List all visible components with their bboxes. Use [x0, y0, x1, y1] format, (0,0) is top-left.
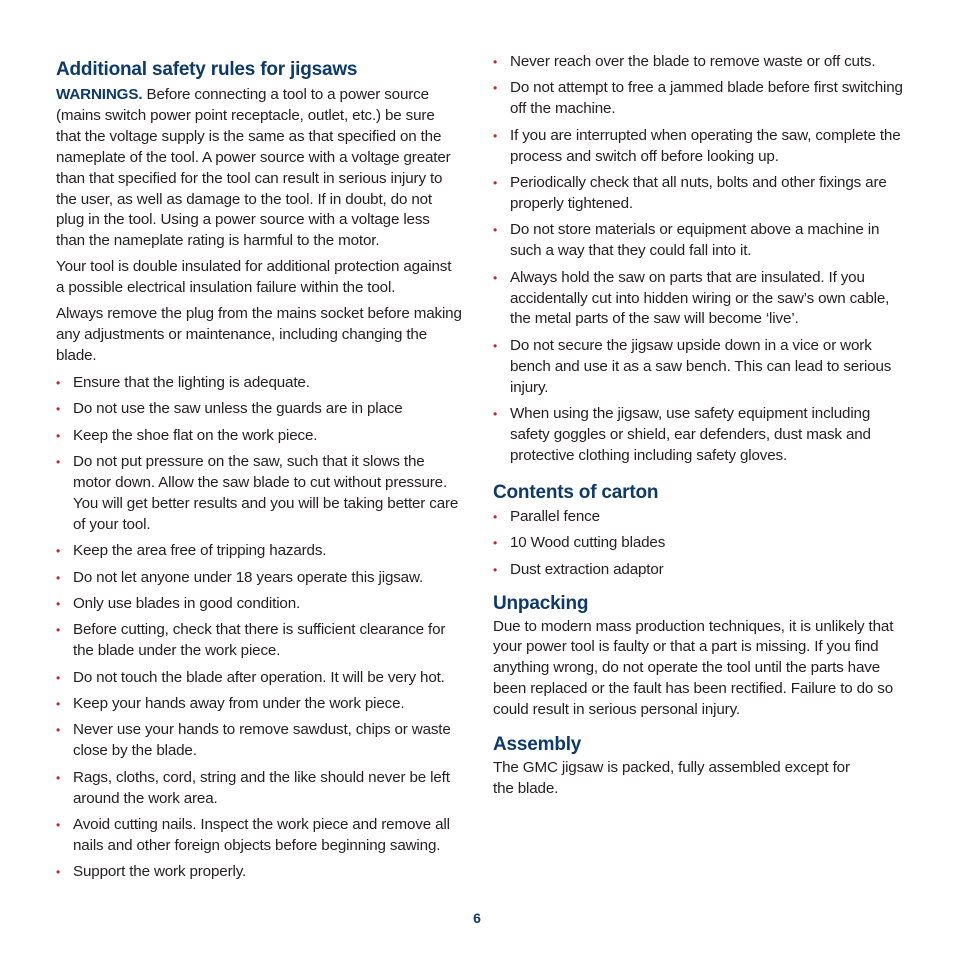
- bullet-icon: •: [56, 428, 61, 443]
- list-item: [56, 452, 462, 536]
- safety-rules-heading: Additional safety rules for jigsaws: [56, 59, 358, 80]
- list-item: [56, 426, 462, 447]
- contents-heading: Contents of carton: [493, 481, 659, 503]
- contents-list: [493, 507, 903, 581]
- unplug-paragraph: Always remove the plug from the mains socket before making any adjustments or maintenance, including changing the blade.: [56, 305, 462, 364]
- list-item-text: Dust extraction adaptor: [510, 560, 664, 578]
- bullet-icon: •: [493, 81, 498, 96]
- list-item-text: 10 Wood cutting blades: [510, 534, 666, 552]
- list-item-text: Ensure that the lighting is adequate.: [73, 373, 310, 391]
- list-item: [493, 404, 903, 467]
- bullet-icon: •: [56, 570, 61, 585]
- list-item-text: Rags, cloths, cord, string and the like should never be left around the work area.: [73, 768, 450, 807]
- insulation-paragraph: Your tool is double insulated for additional protection against a possible electrical insulation failure within the tool.: [56, 258, 452, 297]
- list-item-text: Never use your hands to remove sawdust, chips or waste close by the blade.: [73, 721, 451, 760]
- list-item: [493, 52, 903, 73]
- right-column: [493, 0, 903, 800]
- list-item-text: Parallel fence: [510, 507, 600, 525]
- bullet-icon: •: [56, 865, 61, 880]
- bullet-icon: •: [56, 596, 61, 611]
- list-item-text: Avoid cutting nails. Inspect the work piece and remove all nails and other foreign objects before beginning sawing.: [73, 816, 450, 854]
- bullet-icon: •: [56, 544, 61, 559]
- list-item-text: Always hold the saw on parts that are insulated. If you accidentally cut into hidden wiring or the saw’s own cable, the metal parts of the saw will become ‘live’.: [510, 268, 890, 328]
- list-item-text: Periodically check that all nuts, bolts and other fixings are properly tightened.: [510, 174, 887, 212]
- list-item: [493, 560, 903, 581]
- list-item: [56, 815, 462, 857]
- bullet-icon: •: [493, 223, 498, 238]
- unpacking-paragraph: Due to modern mass production techniques, it is unlikely that your power tool is faulty or that a part is missing. If you find anything wrong, do not operate the tool until the parts have been replaced or the fault has been rectified. Failure to do so could result in serious personal injury.: [493, 617, 894, 719]
- list-item: [56, 862, 462, 883]
- list-item-text: Keep your hands away from under the work piece.: [73, 695, 405, 713]
- bullet-icon: •: [493, 338, 498, 353]
- list-item-text: Do not use the saw unless the guards are in place: [73, 400, 403, 418]
- bullet-icon: •: [56, 818, 61, 833]
- list-item-text: Do not touch the blade after operation. It will be very hot.: [73, 668, 445, 686]
- list-item-text: Only use blades in good condition.: [73, 594, 301, 612]
- list-item: [56, 620, 462, 662]
- warning-label: WARNINGS.: [56, 86, 143, 103]
- list-item-text: When using the jigsaw, use safety equipment including safety goggles or shield, ear defenders, dust mask and protective clothing including safety gloves.: [510, 405, 871, 464]
- bullet-icon: •: [493, 407, 498, 422]
- warning-paragraph: [56, 85, 462, 252]
- bullet-icon: •: [56, 455, 61, 469]
- page-number: 6: [473, 910, 481, 926]
- list-item-text: Keep the shoe flat on the work piece.: [73, 426, 318, 444]
- bullet-icon: •: [493, 270, 498, 285]
- assembly-paragraph: The GMC jigsaw is packed, fully assembled except for the blade.: [493, 759, 850, 797]
- bullet-icon: •: [56, 697, 61, 712]
- bullet-icon: •: [56, 375, 61, 390]
- list-item: [493, 173, 903, 215]
- bullet-icon: •: [56, 723, 61, 738]
- list-item: [56, 694, 462, 715]
- list-item: [493, 220, 903, 262]
- bullet-icon: •: [56, 402, 61, 417]
- bullet-icon: •: [493, 128, 498, 143]
- left-column: [56, 0, 462, 883]
- list-item-text: Before cutting, check that there is sufficient clearance for the blade under the work piece.: [73, 621, 446, 660]
- list-item: [493, 533, 903, 554]
- left-bullet-list: [56, 373, 462, 884]
- list-item-text: Never reach over the blade to remove waste or off cuts.: [510, 53, 876, 70]
- bullet-icon: •: [493, 509, 498, 524]
- list-item: [493, 126, 903, 168]
- list-item: [56, 541, 462, 562]
- list-item-text: Do not store materials or equipment above a machine in such a way that they could fall into it.: [510, 221, 880, 260]
- list-item-text: Support the work properly.: [73, 863, 247, 881]
- bullet-icon: •: [493, 55, 498, 69]
- list-item: [56, 668, 462, 689]
- list-item: [493, 78, 903, 120]
- bullet-icon: •: [56, 670, 61, 685]
- list-item: [56, 399, 462, 420]
- list-item-text: Do not let anyone under 18 years operate this jigsaw.: [73, 568, 424, 586]
- bullet-icon: •: [56, 623, 61, 638]
- right-bullet-list: [493, 52, 903, 467]
- list-item-text: If you are interrupted when operating the saw, complete the process and switch off before looking up.: [510, 126, 901, 165]
- list-item: [56, 768, 462, 810]
- list-item-text: Do not attempt to free a jammed blade before first switching off the machine.: [510, 79, 903, 118]
- list-item-text: Keep the area free of tripping hazards.: [73, 542, 327, 560]
- list-item: [493, 507, 903, 528]
- list-item-text: Do not put pressure on the saw, such that it slows the motor down. Allow the saw blade to cut without pressure. You will get better results and you will be taking better care of your tool.: [73, 453, 459, 533]
- list-item: [56, 373, 462, 394]
- bullet-icon: •: [493, 562, 498, 577]
- list-item: [493, 336, 903, 399]
- assembly-heading: Assembly: [493, 734, 582, 756]
- list-item: [56, 568, 462, 589]
- list-item: [493, 268, 903, 331]
- list-item-text: Do not secure the jigsaw upside down in a vice or work bench and use it as a saw bench. This can lead to serious injury.: [510, 336, 892, 396]
- bullet-icon: •: [493, 536, 498, 551]
- list-item: [56, 594, 462, 615]
- bullet-icon: •: [493, 176, 498, 191]
- unpacking-heading: Unpacking: [493, 592, 589, 614]
- bullet-icon: •: [56, 770, 61, 785]
- warning-text: Before connecting a tool to a power source (mains switch power point receptacle, outlet, etc.) be sure that the voltage supply is the same as that specified on the nameplate of the tool. A power source with a voltage greater than that specified for the tool can result in serious injury to the user, as well as damage to the tool. If in doubt, do not plug in the tool. Using a power source with a voltage less than the nameplate rating is harmful to the motor.: [56, 86, 451, 250]
- list-item: [56, 720, 462, 762]
